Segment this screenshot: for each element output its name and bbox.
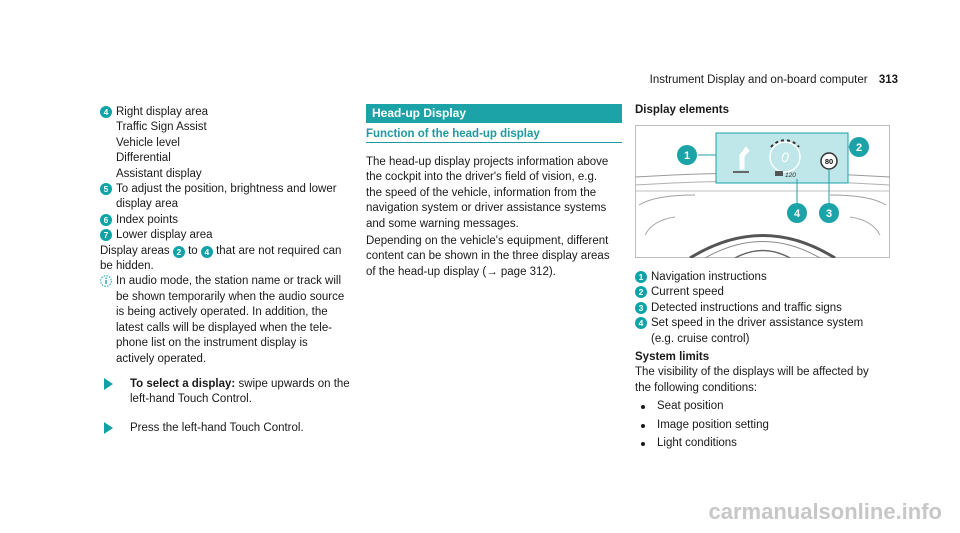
bullet-item: Image position setting: [635, 418, 895, 433]
hud-figure: [635, 125, 890, 258]
bullet-item: Light conditions: [635, 436, 895, 451]
figure-callout-4: [787, 203, 807, 223]
bullet-dot: [641, 442, 645, 446]
step-select-display: To select a display: swipe upwards on the left-hand Touch Control.: [100, 377, 355, 408]
legend-item-7: [100, 228, 355, 243]
callout-number: 1: [635, 271, 647, 283]
display-areas-paragraph: Display areas 2 to 4 that are not required can be hidden.: [100, 244, 342, 273]
bullet-dot: [641, 424, 645, 428]
legend-text: Traffic Sign Assist: [116, 121, 207, 134]
legend-item-4b: 4 Set speed in the driver assistance system (e.g. cruise control): [635, 316, 895, 347]
svg-text:0: 0: [781, 149, 789, 165]
figure-callout-3: [819, 203, 839, 223]
display-elements-heading: Display elements: [635, 104, 729, 116]
legend-item-5: [100, 182, 355, 213]
system-limits-text: The visibility of the displays will be affected by the following conditions:: [635, 366, 869, 394]
page-header: [622, 74, 898, 86]
bullet-dot: [641, 405, 645, 409]
hud-paragraph-1: The head-up display projects information above the cockpit into the driver's field of vision, e.g. the speed of the vehicle, information from the navigation system or driver assistance systems and some warning messages.: [366, 156, 609, 230]
callout-number: 4: [201, 246, 213, 258]
hud-paragraph-2: Depending on the vehicle's equipment, different content can be shown in the three display areas of the head-up display (→ page 312).: [366, 235, 610, 278]
legend-text: Right display area: [116, 106, 209, 118]
watermark-text: carmanualsonline.info: [708, 499, 942, 524]
svg-text:1: 1: [683, 150, 691, 162]
step-press-control: Press the left-hand Touch Control.: [100, 421, 355, 436]
page-number: 313: [878, 74, 898, 86]
callout-number: 2: [173, 246, 185, 258]
callout-number: 2: [635, 286, 647, 298]
svg-text:120: 120: [785, 172, 796, 179]
legend-text: Differential: [116, 152, 171, 165]
legend-item-2: 2 Current speed: [635, 285, 895, 300]
callout-number: 3: [635, 302, 647, 314]
legend-item-1: 1 Navigation instructions: [635, 270, 895, 285]
step-arrow-icon: [104, 422, 113, 434]
legend-text: To adjust the position, brightness and lower: [116, 183, 337, 196]
section-title: Head-up Display: [366, 104, 622, 123]
legend-text: display area: [116, 198, 179, 211]
info-note: In audio mode, the station name or track will be shown temporarily when the audio source is being actively operated. In addition, the latest calls will be displayed when the tele- phone list on the instrument display is actively operated.: [100, 274, 355, 366]
header-title: Instrument Display and on-board computer: [649, 74, 868, 86]
legend-item-6: [100, 213, 355, 228]
legend-text: Index points: [116, 213, 179, 226]
svg-text:80: 80: [824, 157, 834, 166]
legend-text: Vehicle level: [116, 136, 180, 149]
hud-illustration: [635, 125, 890, 258]
right-column-text: [635, 270, 895, 451]
bullet-item: Seat position: [635, 399, 895, 414]
step-arrow-icon: [104, 378, 113, 390]
info-icon: [100, 274, 112, 288]
svg-text:4: 4: [793, 208, 801, 220]
callout-number: 4: [635, 317, 647, 329]
figure-callout-1: [677, 145, 697, 165]
left-column: [100, 105, 355, 436]
svg-text:3: 3: [825, 208, 833, 220]
middle-column: [366, 104, 622, 280]
legend-item-3: 3 Detected instructions and traffic signs: [635, 301, 895, 316]
callout-number: 6: [100, 214, 112, 226]
callout-number: 5: [100, 183, 112, 195]
sub-title: Function of the head-up display: [366, 128, 622, 143]
legend-text: Lower display area: [116, 229, 213, 242]
callout-number: 4: [100, 106, 112, 118]
system-limits-heading: System limits: [635, 351, 710, 364]
legend-text: Assistant display: [116, 167, 202, 180]
figure-callout-2: [849, 137, 869, 157]
legend-item-4: [100, 105, 355, 182]
svg-text:2: 2: [855, 142, 863, 154]
callout-number: 7: [100, 229, 112, 241]
